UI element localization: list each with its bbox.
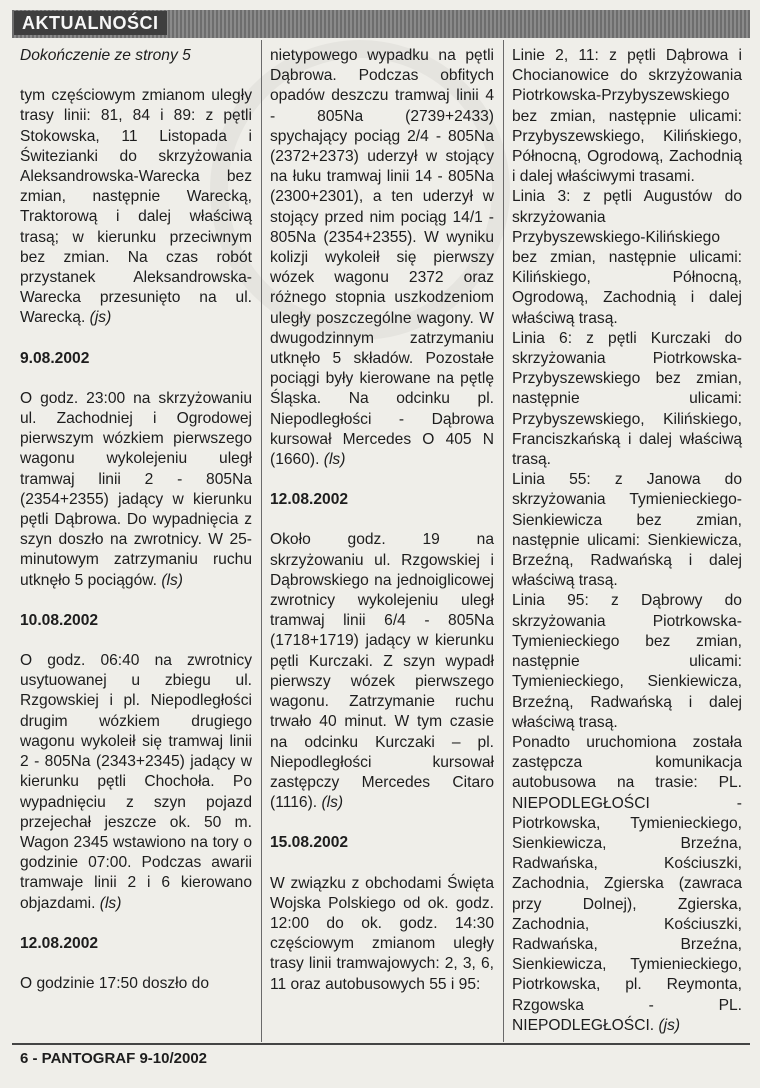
paragraph: Linia 55: z Janowa do skrzyżowania Tymienieckiego-Sienkiewicza bez zmian, następnie ulicami: Sienkiewicza, Brzeźną, Radwańską i dalej właściwą trasą. xyxy=(512,471,742,590)
date-heading: 9.08.2002 xyxy=(20,349,90,367)
author-signature: (js) xyxy=(89,309,112,327)
author-signature: (ls) xyxy=(321,794,344,812)
paragraph-text: O godz. 23:00 na skrzyżowaniu ul. Zachodniej i Ogrodowej pierwszym wózkiem pierwszego wagonu wykolejeniu uległ tramwaj linii 2 - 805Na (2354+2355) jadący w kierunku pętli Dąbrowa. Do wypadnięcia z szyn doszło na zwrotnicy. W 25-minutowym zatrzymaniu ruchu utknęło 5 pociągów. xyxy=(20,389,252,589)
paragraph xyxy=(512,733,742,1036)
paragraph: Linia 3: z pętli Augustów do skrzyżowania Przybyszewskiego-Kilińskiego bez zmian, następnie ulicami: Kilińskiego, Północną, Ogrodową, Zachodnią i dalej właściwą trasą. xyxy=(512,188,742,327)
column-divider xyxy=(261,40,262,1042)
paragraph-text: O godz. 06:40 na zwrotnicy usytuowanej u zbiegu ul. Rzgowskiej i pl. Niepodległości drugim wózkiem drugiego wagonu wykoleił się tramwaj linii 2 - 805Na (2343+2345) jadący w kierunku pętli Chochoła. Po wypadnięciu z szyn pojazd przejechał jeszcze ok. 50 m. Wagon 2345 wstawiono na tory o godzinie 07:00. Podczas awarii tramwaje linii 2 i 6 kierowano objazdami. xyxy=(20,652,252,912)
page-footer: 6 - PANTOGRAF 9-10/2002 xyxy=(20,1050,208,1067)
date-heading: 10.08.2002 xyxy=(20,611,99,629)
paragraph xyxy=(270,530,494,813)
paragraph-text: tym częściowym zmianom uległy trasy linii: 81, 84 i 89: z pętli Stokowska, 11 Listopada i Świtezianki do skrzyżowania Aleksandrowska-Warecka bez zmian, następnie Warecką, Traktorową i dalej właściwą trasą; w kierunku przeciwnym bez zmian. Na czas robót przystanek Aleksandrowska-Warecka przesunięto na ul. Warecką. xyxy=(20,87,252,327)
continuation-note: Dokończenie ze strony 5 xyxy=(20,47,191,64)
paragraph: W związku z obchodami Święta Wojska Polskiego od ok. godz. 12:00 do ok. godz. 14:30 częściowym zmianom uległy trasy linii tramwajowych: 2, 3, 6, 11 oraz autobusowych 55 i 95: xyxy=(270,874,494,993)
paragraph: Linia 6: z pętli Kurczaki do skrzyżowania Piotrkowska-Przybyszewskiego bez zmian, następnie ulicami: Przybyszewskiego, Kilińskiego, Franciszkańską i dalej właściwą trasą. xyxy=(512,329,742,469)
author-signature: (ls) xyxy=(323,451,346,469)
date-heading: 12.08.2002 xyxy=(270,491,349,509)
author-signature: (ls) xyxy=(161,571,183,589)
paragraph-text: Ponadto uruchomiona została zastępcza komunikacja autobusowa na trasie: PL. NIEPODLEGŁOŚCI - Piotrkowska, Tymienieckiego, Sienkiewicza, Brzeźna, Radwańska, Kościuszki, Zachodnia, Zgierska (zawraca przy Dolnej), Zgierska, Zachodnia, Kościuszki, Radwańska, Brzeźna, Sienkiewicza, Tymienieckiego, Piotrkowska, pl. Reymonta, Rzgowska - PL. NIEPODLEGŁOŚCI. xyxy=(512,733,742,1034)
paragraph-text: Około godz. 19 na skrzyżowaniu ul. Rzgowskiej i Dąbrowskiego na jednoiglicowej zwrotnicy wykolejeniu uległ tramwaj linii 6/4 - 805Na (1718+1719) jadący w kierunku pętli Kurczaki. Z szyn wypadł pierwszy wózek pierwszego wagonu. Zatrzymanie ruchu trwało 40 minut. W tym czasie na odcinku Kurczaki – pl. Niepodległości kursował zastępczy Mercedes Citaro (1116). xyxy=(270,531,494,812)
author-signature: (ls) xyxy=(99,894,122,912)
paragraph xyxy=(270,46,494,470)
paragraph-text: nietypowego wypadku na pętli Dąbrowa. Podczas obfitych opadów deszczu tramwaj linii 4 - 805Na (2739+2433) spychający pociąg 2/4 - 805Na (2372+2373) uderzył w stojący na łuku tramwaj linii 14 - 805Na (2300+2301), a ten uderzył w stojący przed nim pociąg 14/1 - 805Na (2354+2355). W wyniku kolizji wykoleił się pierwszy wózek wagonu 2372 oraz różnego stopnia uszkodzeniom uległy poszczególne wagony. W dwugodzinnym zatrzymaniu utknęło 5 składów. Pozostałe pociągi były kierowane na pętlę Śląska. Na odcinku pl. Niepodległości - Dąbrowa kursował Mercedes O 405 N (1660). xyxy=(270,47,494,469)
date-heading: 15.08.2002 xyxy=(270,834,349,852)
section-title: AKTUALNOŚCI xyxy=(14,11,167,35)
article-column-1 xyxy=(20,46,252,994)
paragraph: O godzinie 17:50 doszło do xyxy=(20,974,209,992)
section-header-bar xyxy=(12,10,750,38)
paragraph: Linie 2, 11: z pętli Dąbrowa i Chocianowice do skrzyżowania Piotrkowska-Przybyszewskiego bez zmian, następnie ulicami: Przybyszewskiego, Kilińskiego, Północną, Ogrodową, Zachodnią i dalej właściwymi trasami. xyxy=(512,47,742,186)
paragraph xyxy=(20,389,252,591)
paragraph xyxy=(20,651,252,914)
article-column-3 xyxy=(512,46,742,1036)
column-divider xyxy=(503,40,504,1042)
paragraph: Linia 95: z Dąbrowy do skrzyżowania Piotrkowska-Tymienieckiego bez zmian, następnie ulicami: Tymienieckiego, Sienkiewicza, Brzeźną, Radwańską i dalej właściwą trasą. xyxy=(512,592,742,731)
paragraph xyxy=(20,86,252,328)
article-column-2 xyxy=(270,46,494,995)
date-heading: 12.08.2002 xyxy=(20,934,99,952)
author-signature: (js) xyxy=(658,1016,681,1034)
footer-rule xyxy=(12,1043,750,1045)
